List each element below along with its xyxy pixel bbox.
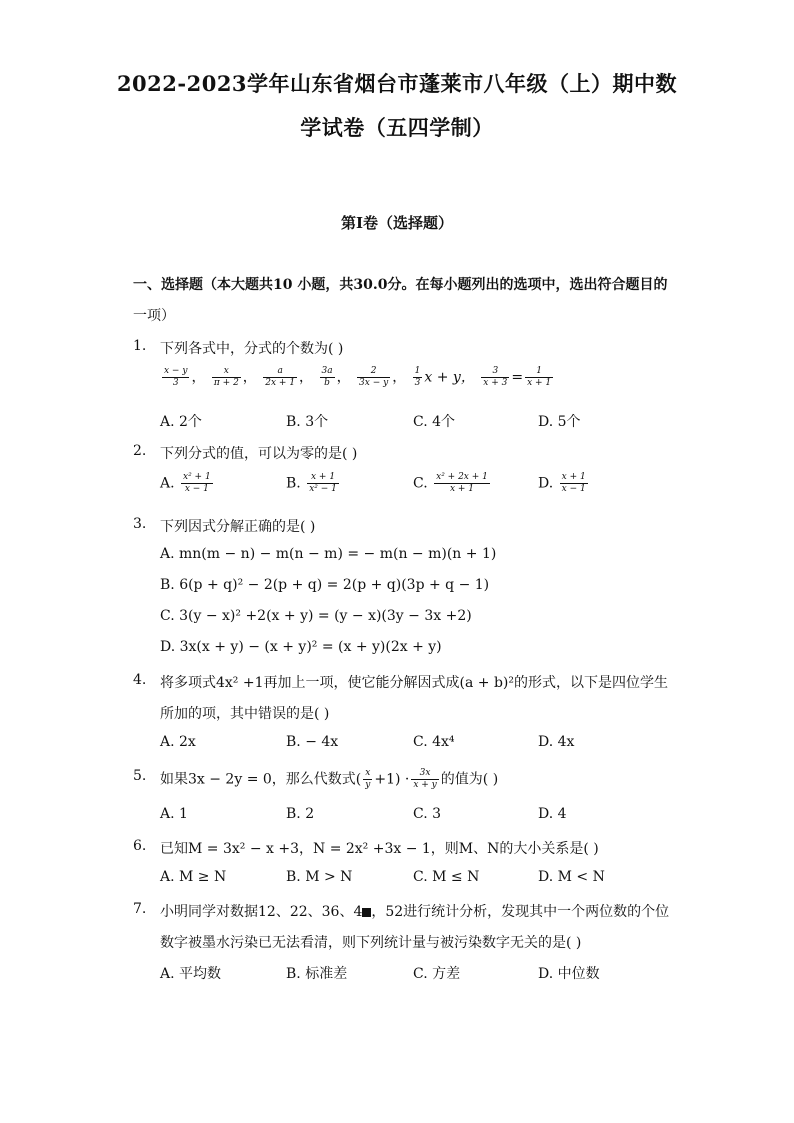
option-d[interactable]: D. $\frac{x + 1}{x - 1}$ — [538, 472, 586, 494]
option-a[interactable]: A. $\frac{\text{x² + 1}}{x - 1}$ — [160, 472, 211, 494]
option-b[interactable]: B. 6(p + q)² − 2(p + q) = 2(p + q)(3p + q − 1) — [160, 577, 490, 593]
option-d[interactable]: D. M < N — [538, 869, 605, 885]
question-number: 6. — [133, 838, 147, 854]
fraction: $\frac{x - y}{3}$ — [164, 366, 188, 388]
option-d[interactable]: D. 4x — [538, 734, 575, 750]
question-text: 下列因式分解正确的是( ) — [160, 519, 316, 535]
option-d[interactable]: D. 3x(x + y) − (x + y)² = (x + y)(2x + y) — [160, 639, 442, 655]
option-a[interactable]: A. 1 — [160, 806, 188, 822]
question-text: 已知M = 3x² − x +3，N = 2x² +3x − 1，则M、N的大小关系是( ) — [160, 841, 599, 857]
option-a[interactable]: A. mn(m − n) − m(n − m) = − m(n − m)(n + 1) — [160, 546, 497, 562]
option-c[interactable]: C. M ≤ N — [413, 869, 480, 885]
question-text: 如果3x − 2y = 0，那么代数式( $\frac{x}{y}$ +1) · $\frac{3x}{x + y}$ 的值为( ) — [160, 768, 499, 790]
question-number: 4. — [133, 672, 147, 688]
question-1-expressions: $\frac{x - y}{3}$ ， $\frac{x}{\pi + 2}$ ， $\frac{a}{2x + 1}$ ， $\frac{3a}{b}$ ， $\frac{2}{3x - y}$ ， $\frac{1}{3}$ x + y， $\frac{3}{x + 3}$ = $\frac{1}{x + 1}$ — [164, 366, 552, 388]
question-text-line-2: 数字被墨水污染已无法看清，则下列统计量与被污染数字无关的是( ) — [160, 935, 582, 951]
option-b[interactable]: B. 3个 — [286, 414, 329, 430]
section-title: 第I卷（选择题） — [340, 214, 454, 232]
option-a[interactable]: A. 2个 — [160, 414, 202, 430]
option-a[interactable]: A. 2x — [160, 734, 196, 750]
fraction: $\frac{x}{\pi + 2}$ — [213, 366, 239, 388]
exam-title-line-2: 学试卷（五四学制） — [300, 115, 494, 140]
option-c[interactable]: C. 3 — [413, 806, 442, 822]
option-b[interactable]: B. − 4x — [286, 734, 339, 750]
question-number: 3. — [133, 516, 147, 532]
exam-title-line-1: 2022-2023学年山东省烟台市蓬莱市八年级（上）期中数 — [116, 71, 678, 96]
option-b[interactable]: B. 2 — [286, 806, 315, 822]
option-b[interactable]: B. $\frac{x + 1}{\text{x² − 1}}$ — [286, 472, 337, 494]
question-number: 7. — [133, 901, 147, 917]
fraction: $\frac{3a}{b}$ — [321, 366, 333, 388]
option-d[interactable]: D. 4 — [538, 806, 567, 822]
option-c[interactable]: C. 3(y − x)² +2(x + y) = (y − x)(3y − 3x +2) — [160, 608, 472, 624]
fraction: $\frac{a}{2x + 1}$ — [265, 366, 296, 388]
part-instruction-line-1: 一、选择题（本大题共10 小题，共30.0分。在每小题列出的选项中，选出符合题目的 — [133, 277, 668, 293]
question-number: 5. — [133, 768, 147, 784]
question-text-line-2: 所加的项，其中错误的是( ) — [160, 706, 330, 722]
question-number: 1. — [133, 338, 147, 354]
option-d[interactable]: D. 5个 — [538, 414, 581, 430]
option-b[interactable]: B. M > N — [286, 869, 353, 885]
question-text: 下列分式的值，可以为零的是( ) — [160, 446, 358, 462]
question-number: 2. — [133, 443, 147, 459]
ink-blot-icon — [362, 908, 371, 917]
question-text-line-1: 将多项式4x² +1再加上一项，使它能分解因式成(a + b)²的形式，以下是四位学生 — [160, 675, 668, 691]
question-text: 下列各式中，分式的个数为( ) — [160, 341, 344, 357]
option-c[interactable]: C. $\frac{\text{x² + 2x + 1}}{x + 1}$ — [413, 472, 488, 494]
fraction: $\frac{2}{3x - y}$ — [359, 366, 389, 388]
option-c[interactable]: C. 4x⁴ — [413, 734, 455, 750]
option-d[interactable]: D. 中位数 — [538, 966, 600, 982]
part-instruction-line-2: 一项） — [133, 308, 175, 324]
fraction: $\frac{1}{3}$ — [414, 366, 421, 388]
option-c[interactable]: C. 方差 — [413, 966, 461, 982]
fraction: $\frac{3}{x + 3}$ — [483, 366, 508, 388]
option-b[interactable]: B. 标准差 — [286, 966, 348, 982]
question-text-line-1: 小明同学对数据12、22、36、4 ，52进行统计分析，发现其中一个两位数的个位 — [160, 904, 670, 920]
option-c[interactable]: C. 4个 — [413, 414, 456, 430]
fraction: $\frac{1}{x + 1}$ — [527, 366, 552, 388]
option-a[interactable]: A. M ≥ N — [160, 869, 227, 885]
option-a[interactable]: A. 平均数 — [160, 966, 222, 982]
